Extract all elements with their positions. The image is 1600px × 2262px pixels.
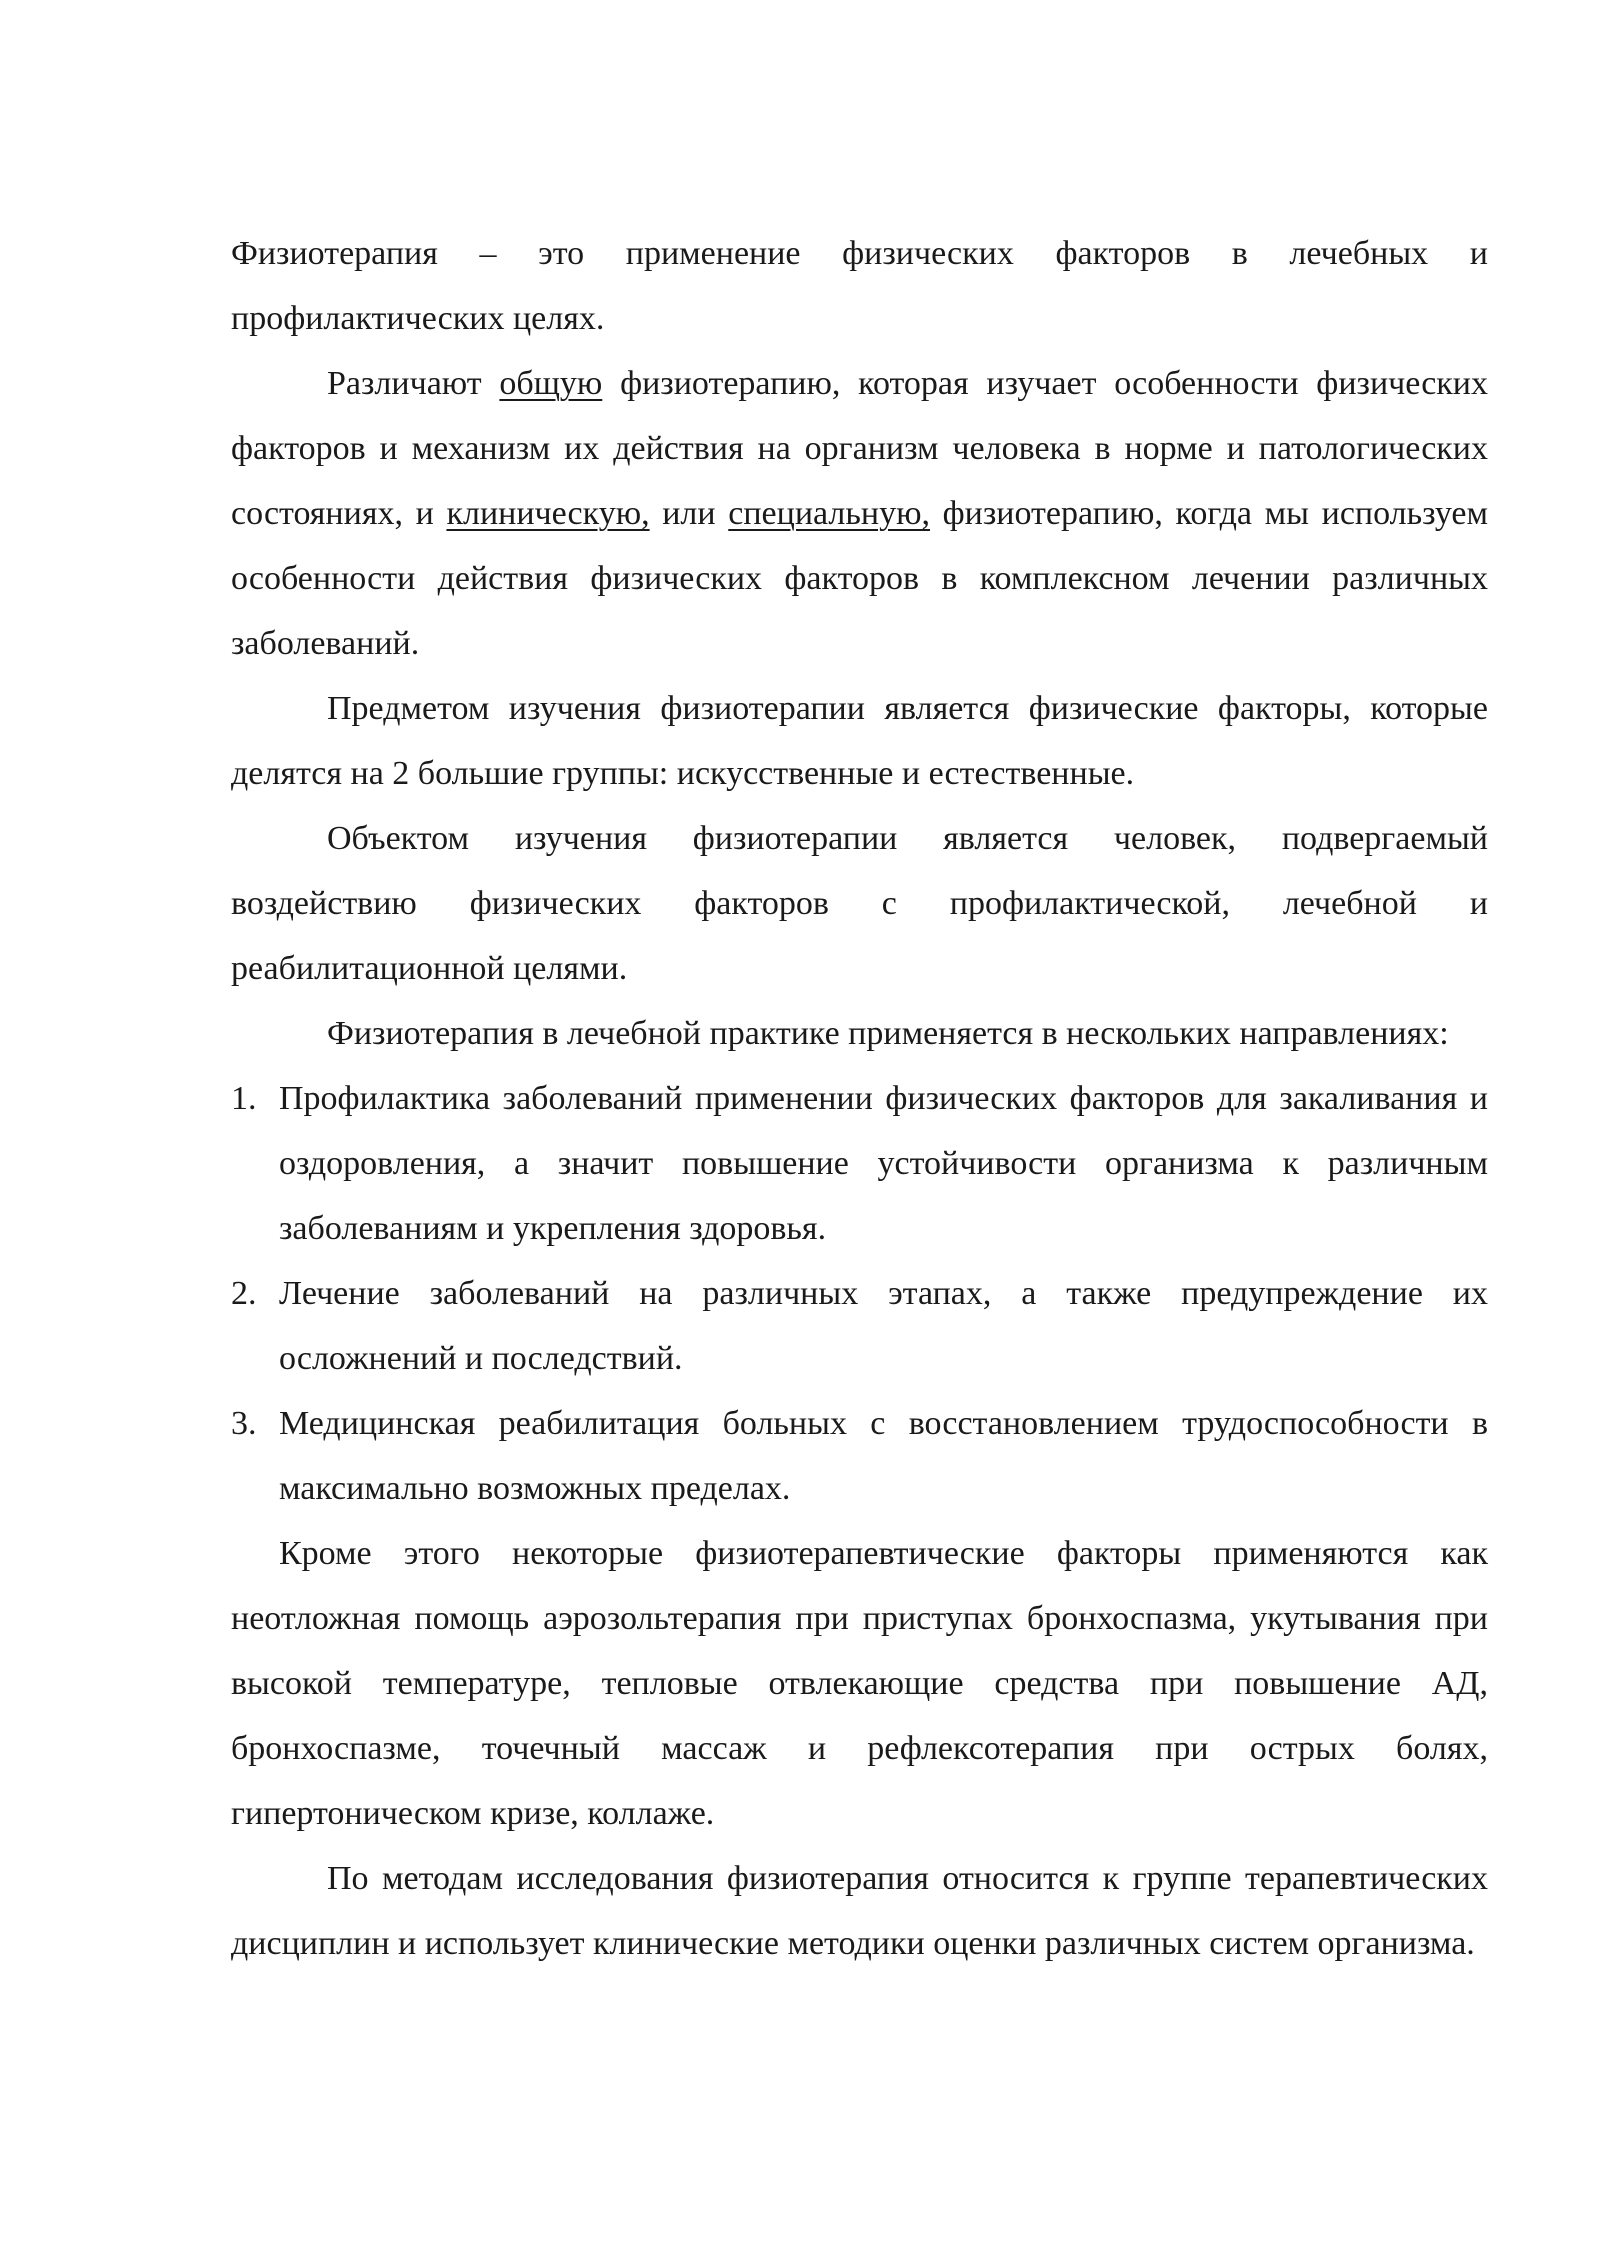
list-item-number: 1. xyxy=(231,1080,257,1117)
text-segment: или xyxy=(649,495,729,532)
underlined-term-special: специальную, xyxy=(728,495,930,532)
list-item-text: Профилактика заболеваний применении физических факторов для закаливания и оздоровления, а значит повышение устойчивости организма к различным заболеваниям и укрепления здоровья. xyxy=(279,1080,1488,1247)
underlined-term-clinical: клиническую, xyxy=(446,495,650,532)
list-item-number: 2. xyxy=(231,1275,257,1312)
paragraph-definition: Физиотерапия – это применение физических факторов в лечебных и профилактических целях. xyxy=(231,235,1488,337)
paragraph-subject: Предметом изучения физиотерапии является физические факторы, которые делятся на 2 большие группы: искусственные и естественные. xyxy=(231,690,1488,792)
text-segment: физиотерапию, когда мы используем особенности действия физических факторов в комплексном лечении различных заболеваний. xyxy=(231,495,1489,662)
list-item xyxy=(231,1066,1488,1261)
paragraph-types xyxy=(231,351,1488,676)
paragraph-methods: По методам исследования физиотерапия относится к группе терапевтических дисциплин и использует клинические методики оценки различных систем организма. xyxy=(231,1860,1488,1962)
paragraph-emergency: Кроме этого некоторые физиотерапевтические факторы применяются как неотложная помощь аэрозольтерапия при приступах бронхоспазма, укутывания при высокой температуре, тепловые отвлекающие средства при повышение АД, бронхоспазме, точечный массаж и рефлексотерапия при острых болях, гипертоническом кризе, коллаже. xyxy=(231,1535,1488,1832)
text-segment: физиотерапию, которая изучает особенности физических факторов и механизм их действия на организм человека в норме и патологических состояниях, и xyxy=(231,365,1489,532)
list-item xyxy=(231,1391,1488,1521)
underlined-term-general: общую xyxy=(499,365,603,402)
list-item-text: Лечение заболеваний на различных этапах, а также предупреждение их осложнений и последствий. xyxy=(279,1275,1488,1377)
list-item xyxy=(231,1261,1488,1391)
numbered-list xyxy=(231,1066,1488,1521)
document-body xyxy=(231,221,1488,1976)
list-item-text: Медицинская реабилитация больных с восстановлением трудоспособности в максимально возможных пределах. xyxy=(279,1405,1488,1507)
paragraph-directions: Физиотерапия в лечебной практике применяется в нескольких направлениях: xyxy=(327,1015,1449,1052)
list-item-number: 3. xyxy=(231,1405,257,1442)
text-segment: Различают xyxy=(327,365,500,402)
paragraph-object: Объектом изучения физиотерапии является человек, подвергаемый воздействию физических факторов с профилактической, лечебной и реабилитационной целями. xyxy=(231,820,1488,987)
